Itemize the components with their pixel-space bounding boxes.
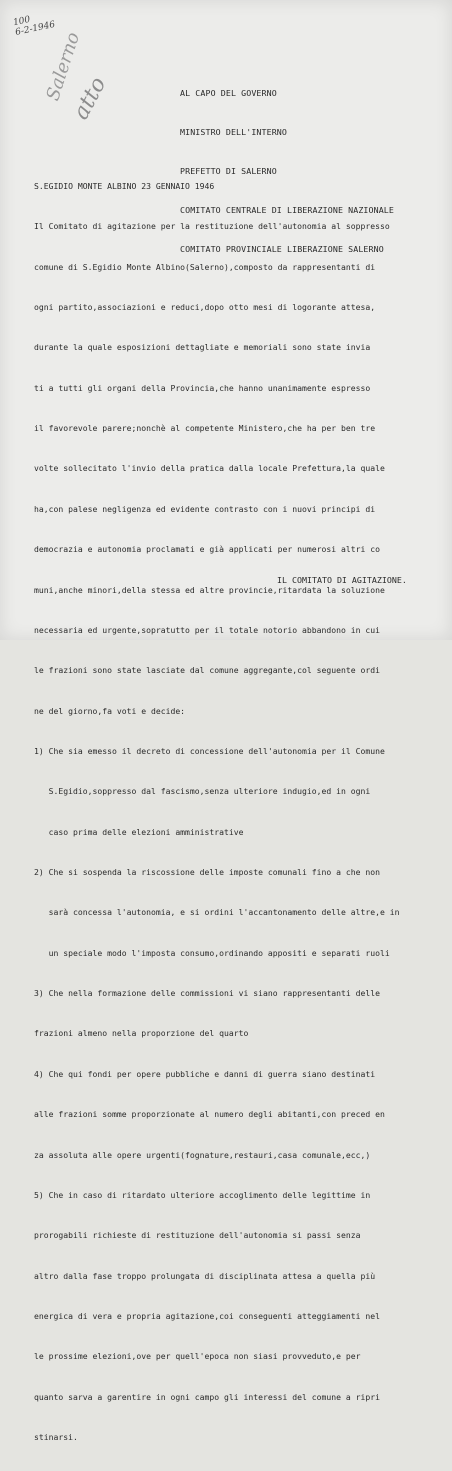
handwritten-reference-number: 100 6-2-1946 <box>12 14 57 38</box>
resolution-item: za assoluta alle opere urgenti(fognature,restauri,casa comunale,ecc,) <box>34 1149 371 1160</box>
addressee-line: AL CAPO DEL GOVERNO <box>180 88 277 98</box>
resolution-item: prorogabili richieste di restituzione dell'autonomia si passi senza <box>34 1230 361 1241</box>
resolution-item: le prossime elezioni,ove per quell'epoca non siasi provveduto,e per <box>34 1351 361 1362</box>
resolution-item: altro dalla fase troppo prolungata di disciplinata attesa a quella più <box>34 1270 376 1281</box>
body-line: ogni partito,associazioni e reduci,dopo otto mesi di logorante attesa, <box>34 301 376 312</box>
body-line: ne del giorno,fa voti e decide: <box>34 705 186 716</box>
resolution-item: 5) Che in caso di ritardato ulteriore accoglimento delle legittime in <box>34 1189 371 1200</box>
resolution-item: S.Egidio,soppresso dal fascismo,senza ulteriore indugio,ed in ogni <box>34 786 371 797</box>
date-line: S.EGIDIO MONTE ALBINO 23 GENNAIO 1946 <box>34 180 215 191</box>
body-line: muni,anche minori,della stessa ed altre provincie,ritardata la soluzione <box>34 584 385 595</box>
body-line: le frazioni sono state lasciate dal comune aggregante,col seguente ordi <box>34 665 380 676</box>
resolution-item: 1) Che sia emesso il decreto di concessione dell'autonomia per il Comune <box>34 745 385 756</box>
body-line: Il Comitato di agitazione per la restituzione dell'autonomia al soppresso <box>34 221 390 232</box>
resolution-item: sarà concessa l'autonomia, e si ordini l'accantonamento delle altre,e in <box>34 907 400 918</box>
body-line: il favorevole parere;nonchè al competente Ministero,che ha per ben tre <box>34 423 376 434</box>
letter-body <box>34 153 444 1471</box>
addressee-line: COMITATO CENTRALE DI LIBERAZIONE NAZIONALE <box>180 205 394 215</box>
body-line: ha,con palese negligenza ed evidente contrasto con i nuovi principi di <box>34 503 376 514</box>
body-line: democrazia e autonomia proclamati e già applicati per numerosi altri co <box>34 544 380 555</box>
body-line: volte sollecitato l'invio della pratica dalla locale Prefettura,la quale <box>34 463 385 474</box>
body-line: necessaria ed urgente,sopratutto per il totale notorio abbandono in cui <box>34 624 380 635</box>
body-line: comune di S.Egidio Monte Albino(Salerno),composto da rappresentanti di <box>34 261 376 272</box>
signature-line: IL COMITATO DI AGITAZIONE. <box>277 575 407 585</box>
resolution-item: caso prima delle elezioni amministrative <box>34 826 244 837</box>
resolution-item: frazioni almeno nella proporzione del quarto <box>34 1028 249 1039</box>
resolution-item: 2) Che si sospenda la riscossione delle imposte comunali fino a che non <box>34 867 380 878</box>
resolution-item: stinarsi. <box>34 1432 78 1443</box>
body-line: durante la quale esposizioni dettagliate e memoriali sono state invia <box>34 342 371 353</box>
addressee-line: COMITATO PROVINCIALE LIBERAZIONE SALERNO <box>180 244 384 254</box>
resolution-item: quanto sarva a garentire in ogni campo gli interessi del comune a ripri <box>34 1391 380 1402</box>
body-line: ti a tutti gli organi della Provincia,che hanno unanimamente espresso <box>34 382 371 393</box>
resolution-item: energica di vera e propria agitazione,coi conseguenti atteggiamenti nel <box>34 1310 380 1321</box>
handwritten-annotation-2: atto <box>68 73 112 124</box>
handwritten-annotation-1: Salerno <box>42 29 85 104</box>
resolution-item: 3) Che nella formazione delle commissioni vi siano rappresentanti delle <box>34 988 380 999</box>
addressee-line: MINISTRO DELL'INTERNO <box>180 127 287 137</box>
resolution-item: alle frazioni somme proporzionate al numero degli abitanti,con preced en <box>34 1109 385 1120</box>
addressee-line: PREFETTO DI SALERNO <box>180 166 277 176</box>
resolution-item: un speciale modo l'imposta consumo,ordinando appositi e separati ruoli <box>34 947 390 958</box>
resolution-item: 4) Che qui fondi per opere pubbliche e danni di guerra siano destinati <box>34 1068 376 1079</box>
